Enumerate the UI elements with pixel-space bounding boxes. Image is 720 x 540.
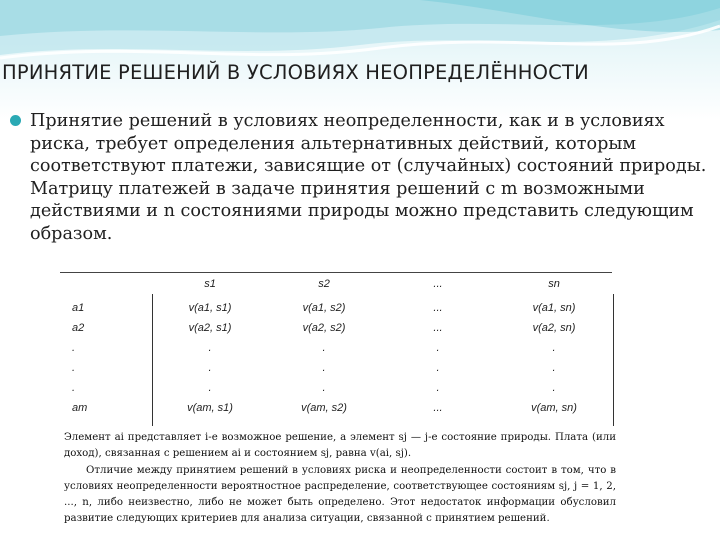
matrix-cell: v(a2, s1): [188, 322, 232, 334]
matrix-cell: v(a1, s2): [302, 302, 346, 314]
matrix-cell: .: [322, 362, 326, 374]
row-label: .: [72, 382, 76, 394]
matrix-cell: ...: [433, 322, 443, 334]
column-header: ...: [433, 278, 443, 290]
matrix-cell: v(a1, s1): [188, 302, 232, 314]
matrix-figure: [60, 272, 618, 536]
matrix-cell: .: [322, 382, 326, 394]
explanation-paragraph: Элемент ai представляет i-е возможное решение, а элемент sj — j-е состояние природы. Плата (или доход), связанная с решением ai и состоянием sj, равна v(ai, sj).: [64, 432, 616, 460]
row-label: .: [72, 342, 76, 354]
row-label: .: [72, 362, 76, 374]
matrix-cell: ...: [433, 302, 443, 314]
matrix-cell: .: [436, 382, 440, 394]
row-label: a1: [72, 302, 85, 314]
matrix-cell: v(a2, s2): [302, 322, 346, 334]
matrix-cell: .: [552, 342, 556, 354]
top-rule: [60, 272, 612, 273]
matrix-cell: v(am, s1): [187, 402, 233, 414]
slide-title: ПРИНЯТИЕ РЕШЕНИЙ В УСЛОВИЯХ НЕОПРЕДЕЛЁННОСТИ: [2, 61, 589, 84]
matrix-cell: v(a1, sn): [532, 302, 576, 314]
header-wave-decoration: [0, 0, 720, 120]
matrix-cell: .: [552, 362, 556, 374]
matrix-cell: v(am, sn): [531, 402, 577, 414]
matrix-cell: v(a2, sn): [532, 322, 576, 334]
row-label: am: [72, 402, 88, 414]
column-header: s2: [318, 278, 330, 290]
matrix-cell: v(am, s2): [301, 402, 347, 414]
row-label: a2: [72, 322, 85, 334]
matrix-cell: .: [552, 382, 556, 394]
bullet-dot-icon: [10, 115, 21, 126]
matrix-cell: ...: [433, 402, 443, 414]
bullet-text: Принятие решений в условиях неопределенности, как и в условиях риска, требует определения альтернативных действий, которым соответствуют платежи, зависящие от (случайных) состояний природы. Матрицу платежей в задаче принятия решений с m возможными действиями и n состояниями природы можно представить следующим образом.: [30, 111, 707, 244]
matrix-cell: .: [208, 342, 212, 354]
matrix-cell: .: [436, 342, 440, 354]
matrix-cell: .: [208, 382, 212, 394]
explanation-text: [64, 430, 616, 528]
matrix-cell: .: [436, 362, 440, 374]
matrix-cell: .: [208, 362, 212, 374]
explanation-paragraph: Отличие между принятием решений в условиях риска и неопределенности состоит в том, что в условиях неопределенности вероятностное распределение, соответствующее состояниям sj, j = 1, 2, ..., n, либо неизвестно, либо не может быть определено. Этот недостаток информации обусловил развитие следующих критериев для анализа ситуации, связанной с принятием решений.: [64, 464, 616, 525]
matrix-cell: .: [322, 342, 326, 354]
column-header: sn: [548, 278, 560, 290]
column-header: s1: [204, 278, 216, 290]
